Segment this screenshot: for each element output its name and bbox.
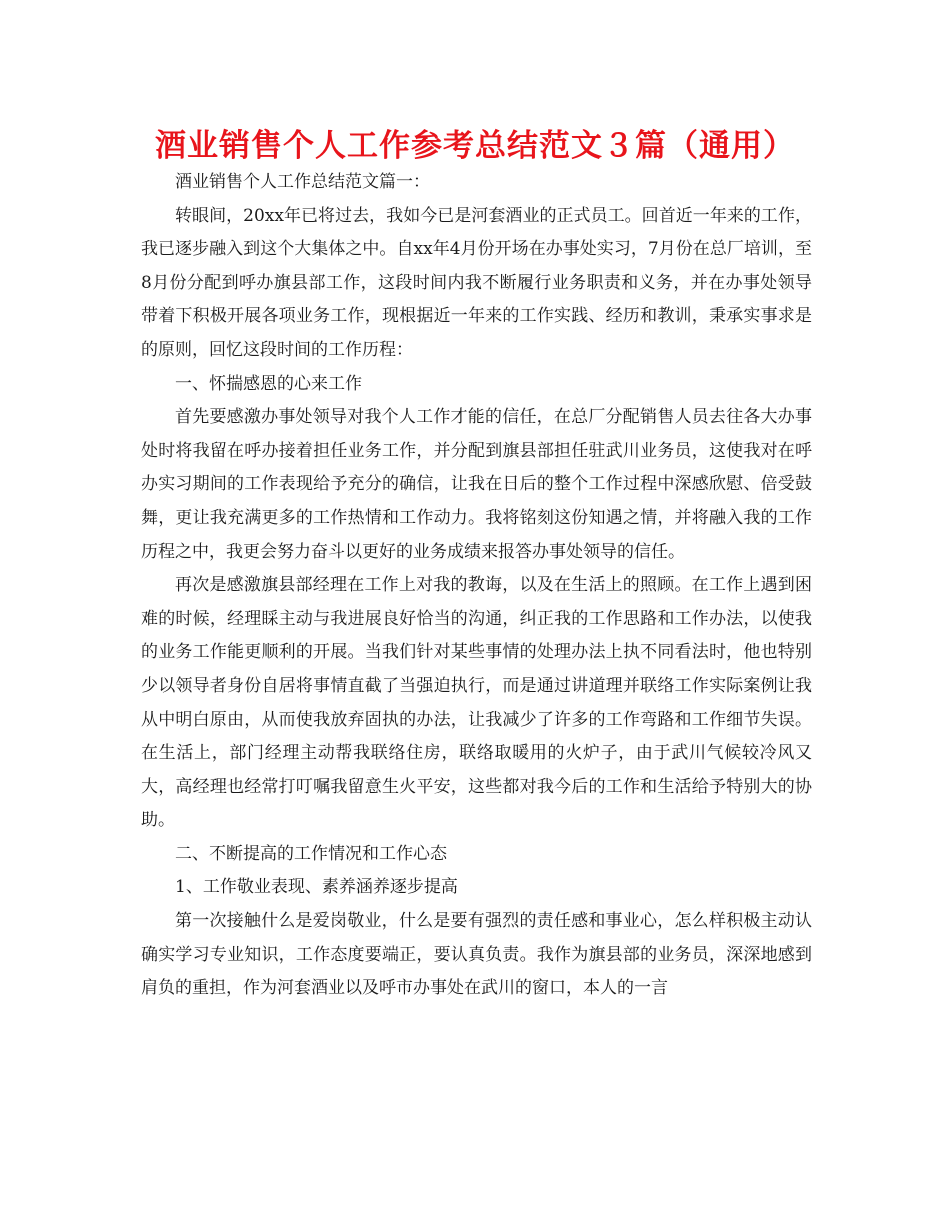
paragraph: 再次是感激旗县部经理在工作上对我的教诲，以及在生活上的照顾。在工作上遇到困难的时候，经理睬主动与我进展良好恰当的沟通，纠正我的工作思路和工作办法，以使我的业务工作能更顺利的开展。当我们针对某些事情的处理办法上执不同看法时，他也特别少以领导者身份自居将事情直截了当强迫执行，而是通过讲道理并联络工作实际案例让我从中明白原由，从而使我放弃固执的办法，让我减少了许多的工作弯路和工作细节失误。在生活上，部门经理主动帮我联络住房，联络取暖用的火炉子，由于武川气候较冷风又大，高经理也经常打叮嘱我留意生火平安，这些都对我今后的工作和生活给予特别大的协助。 (141, 575, 812, 831)
paragraph: 首先要感激办事处领导对我个人工作才能的信任，在总厂分配销售人员去往各大办事处时将我留在呼办接着担任业务工作，并分配到旗县部担任驻武川业务员，这使我对在呼办实习期间的工作表现给予充分的确信，让我在日后的整个工作过程中深感欣慰、倍受鼓舞，更让我充满更多的工作热情和工作动力。我将铭刻这份知遇之情，并将融入我的工作历程之中，我更会努力奋斗以更好的业务成绩来报答办事处领导的信任。 (141, 407, 812, 562)
paragraph: 转眼间，20xx年已将过去，我如今已是河套酒业的正式员工。回首近一年来的工作，我已逐步融入到这个大集体之中。自xx年4月份开场在办事处实习，7月份在总厂培训，至8月份分配到呼办旗县部工作，这段时间内我不断履行业务职责和义务，并在办事处领导带着下积极开展各项业务工作，现根据近一年来的工作实践、经历和教训，秉承实事求是的原则，回忆这段时间的工作历程： (141, 205, 812, 360)
document-title: 酒业销售个人工作参考总结范文３篇（通用） (155, 128, 795, 164)
document-body (141, 166, 812, 1006)
section-intro: 酒业销售个人工作总结范文篇一： (175, 172, 430, 192)
subsection-heading: 1、工作敬业表现、素养涵养逐步提高 (175, 877, 458, 898)
section-heading-2: 二、不断提高的工作情况和工作心态 (175, 843, 447, 864)
section-heading-1: 一、怀揣感恩的心来工作 (175, 373, 362, 394)
paragraph: 第一次接触什么是爱岗敬业，什么是要有强烈的责任感和事业心，怎么样积极主动认确实学习专业知识，工作态度要端正，要认真负责。我作为旗县部的业务员，深深地感到肩负的重担，作为河套酒业以及呼市办事处在武川的窗口，本人的一言 (141, 911, 812, 999)
